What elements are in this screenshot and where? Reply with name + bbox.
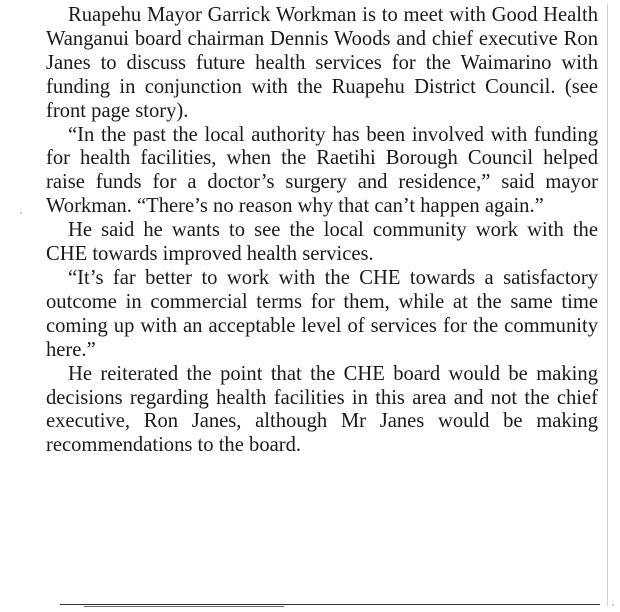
newspaper-article — [46, 4, 598, 458]
column-rule-bottom-short — [84, 606, 284, 607]
scan-speck — [612, 604, 614, 606]
article-paragraph: “It’s far better to work with the CHE towards a satisfactory outcome in commercial terms for them, while at the same time coming up with an acceptable level of services for the community here.” — [46, 266, 598, 361]
column-rule-bottom — [60, 604, 600, 605]
article-paragraph: He said he wants to see the local community work with the CHE towards improved health services. — [46, 219, 598, 266]
article-paragraph: He reiterated the point that the CHE board would be making decisions regarding health facilities in this area and not the chief executive, Ron Janes, although Mr Janes would be making recommendations to the board. — [46, 362, 598, 457]
article-paragraph: Ruapehu Mayor Garrick Workman is to meet with Good Health Wanganui board chairman Dennis Woods and chief executive Ron Janes to discuss future health services for the Waimarino with funding in conjunction with the Ruapehu District Council. (see front page story). — [46, 4, 598, 122]
column-rule-right — [607, 4, 608, 606]
scan-speck — [20, 212, 22, 214]
article-paragraph: “In the past the local authority has been involved with funding for health facilities, when the Raetihi Borough Council helped raise funds for a doctor’s surgery and residence,” said mayor Workman. “There’s no reason why that can’t happen again.” — [46, 123, 598, 218]
